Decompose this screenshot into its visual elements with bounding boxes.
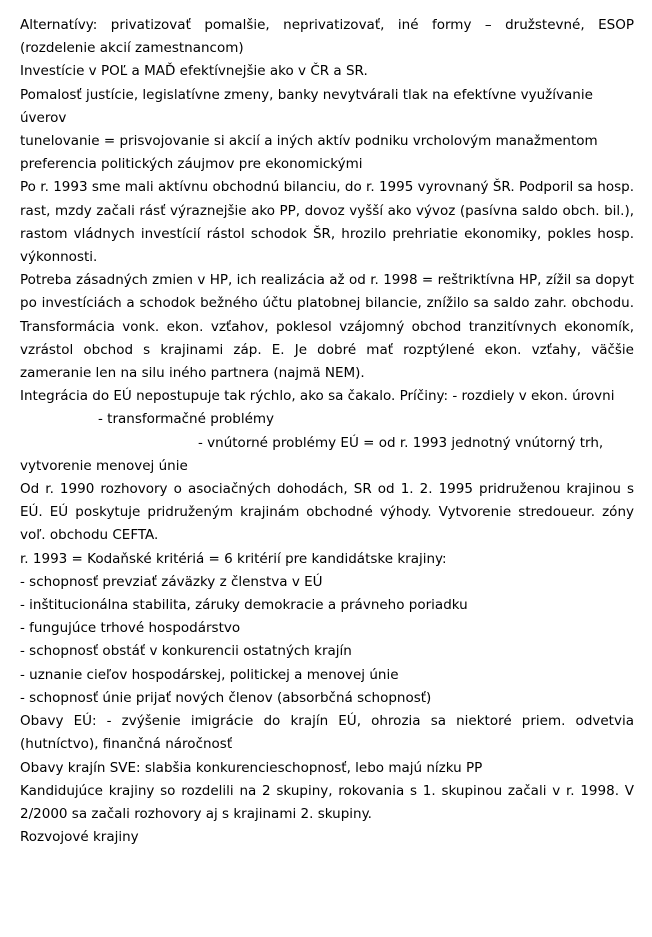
- paragraph-copenhagen: r. 1993 = Kodaňské kritériá = 6 kritérií pre kandidátske krajiny:: [20, 550, 447, 567]
- paragraph-developing-countries: Rozvojové krajiny: [20, 829, 139, 846]
- paragraph-justice: Pomalosť justície, legislatívne zmeny, banky nevytvárali tlak na efektívne využívanie úverov: [20, 86, 593, 126]
- paragraph-preference: preferencia politických záujmov pre ekonomickými: [20, 156, 363, 173]
- paragraph-tunneling: tunelovanie = prisvojovanie si akcií a iných aktív podniku vrcholovým manažmentom: [20, 133, 598, 150]
- criterion-item: - schopnosť obstáť v konkurencii ostatných krajín: [20, 643, 352, 660]
- paragraph-policy-changes: Potreba zásadných zmien v HP, ich realizácia až od r. 1998 = reštriktívna HP, zížil sa dopyt po investíciách a schodok bežného účtu platobnej bilancie, znížilo sa saldo zahr. obchodu. Transformácia vonk. ekon. vzťahov, poklesol vzájomný obchod tranzitívnych ekonomík, vzrástol obchod s krajinami záp. E. Je dobré mať rozptýlené ekon. vzťahy, väčšie zameranie len na silu iného partnera (najmä NEM).: [20, 272, 634, 382]
- document-page: [20, 14, 634, 849]
- paragraph-eu-integration: Integrácia do EÚ nepostupuje tak rýchlo, ako sa čakalo. Príčiny: - rozdiely v ekon. úrovni: [20, 388, 615, 405]
- paragraph-after-1993: Po r. 1993 sme mali aktívnu obchodnú bilanciu, do r. 1995 vyrovnaný ŠR. Podporil sa hosp. rast, mzdy začali rásť výraznejšie ako PP, dovoz vyšší ako vývoz (pasívna saldo obch. bil.), rastom vládnych investícií rástol schodok ŠR, hrozilo prehriatie ekonomiky, pokles hosp. výkonnosti.: [20, 179, 634, 266]
- paragraph-candidates: Kandidujúce krajiny so rozdelili na 2 skupiny, rokovania s 1. skupinou začali v r. 1998. V 2/2000 sa začali rozhovory aj s krajinami 2. skupiny.: [20, 782, 634, 822]
- criterion-item: - uznanie cieľov hospodárskej, politickej a menovej únie: [20, 666, 399, 683]
- criterion-item: - fungujúce trhové hospodárstvo: [20, 620, 241, 637]
- paragraph-association: Od r. 1990 rozhovory o asociačných dohodách, SR od 1. 2. 1995 pridruženou krajinou s EÚ. EÚ poskytuje pridruženým krajinám obchodné výhody. Vytvorenie stredoueur. zóny voľ. obchodu CEFTA.: [20, 481, 634, 544]
- cause-internal-eu: - vnútorné problémy EÚ = od r. 1993 jednotný vnútorný trh,: [198, 434, 604, 451]
- paragraph-alternatives: Alternatívy: privatizovať pomalšie, neprivatizovať, iné formy – družstevné, ESOP (rozdelenie akcií zamestnancom): [20, 17, 634, 57]
- cause-transformation: - transformačné problémy: [98, 411, 275, 428]
- paragraph-investments: Investície v POĽ a MAĎ efektívnejšie ako v ČR a SR.: [20, 63, 368, 80]
- criterion-item: - schopnosť únie prijať nových členov (absorbčná schopnosť): [20, 689, 432, 706]
- paragraph-sve-fears: Obavy krajín SVE: slabšia konkurencieschopnosť, lebo majú nízku PP: [20, 759, 483, 776]
- criterion-item: - inštitucionálna stabilita, záruky demokracie a právneho poriadku: [20, 597, 468, 614]
- paragraph-eu-fears: Obavy EÚ: - zvýšenie imigrácie do krajín EÚ, ohrozia sa niektoré priem. odvetvia (hutníctvo), finančná náročnosť: [20, 713, 634, 753]
- paragraph-monetary-union: vytvorenie menovej únie: [20, 457, 188, 474]
- criterion-item: - schopnosť prevziať záväzky z členstva v EÚ: [20, 573, 323, 590]
